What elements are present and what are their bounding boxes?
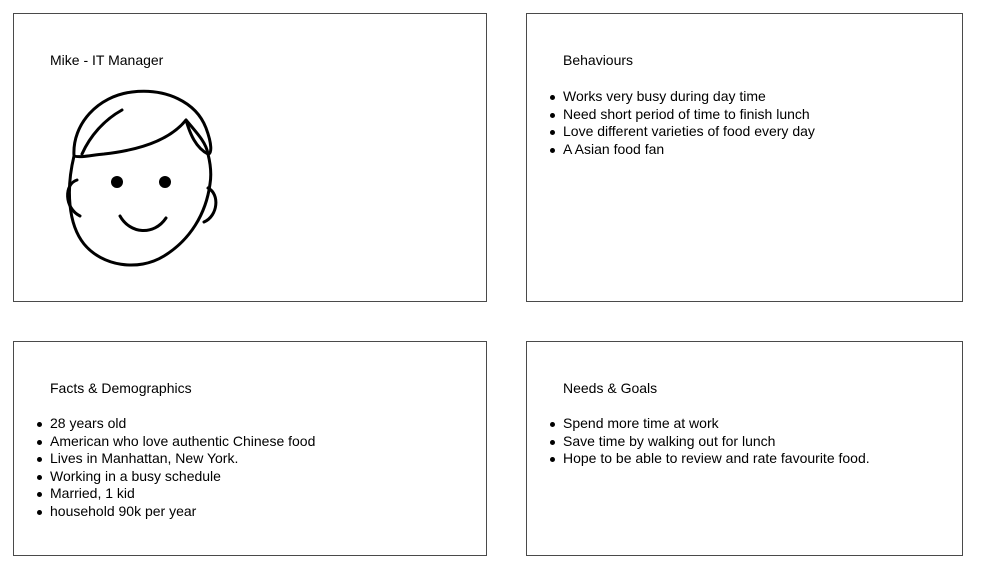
list-item: Working in a busy schedule: [50, 468, 315, 486]
list-item: 28 years old: [50, 415, 315, 433]
facts-list: [50, 415, 315, 521]
facts-card: [13, 341, 487, 556]
list-item: American who love authentic Chinese food: [50, 432, 316, 449]
list-item: Love different varieties of food every day: [563, 123, 815, 140]
behaviours-card: [526, 13, 963, 302]
list-item: household 90k per year: [50, 503, 315, 521]
facts-title: Facts & Demographics: [50, 380, 192, 396]
list-item: A Asian food fan: [563, 141, 815, 159]
face-illustration-icon: [60, 84, 220, 270]
persona-card: [13, 13, 487, 302]
list-item: Spend more time at work: [563, 415, 870, 433]
behaviours-title: Behaviours: [563, 52, 634, 68]
list-item: Lives in Manhattan, New York.: [50, 450, 315, 468]
needs-card: [526, 341, 963, 556]
persona-title: Mike - IT Manager: [50, 52, 164, 68]
list-item: Hope to be able to review and rate favourite food.: [563, 450, 870, 467]
needs-title: Needs & Goals: [563, 380, 658, 396]
needs-list: [563, 415, 870, 468]
list-item: Need short period of time to finish lunch: [563, 106, 815, 124]
list-item: Save time by walking out for lunch: [563, 433, 870, 451]
list-item: Works very busy during day time: [563, 88, 815, 106]
list-item: Married, 1 kid: [50, 485, 315, 503]
behaviours-list: [563, 88, 815, 158]
